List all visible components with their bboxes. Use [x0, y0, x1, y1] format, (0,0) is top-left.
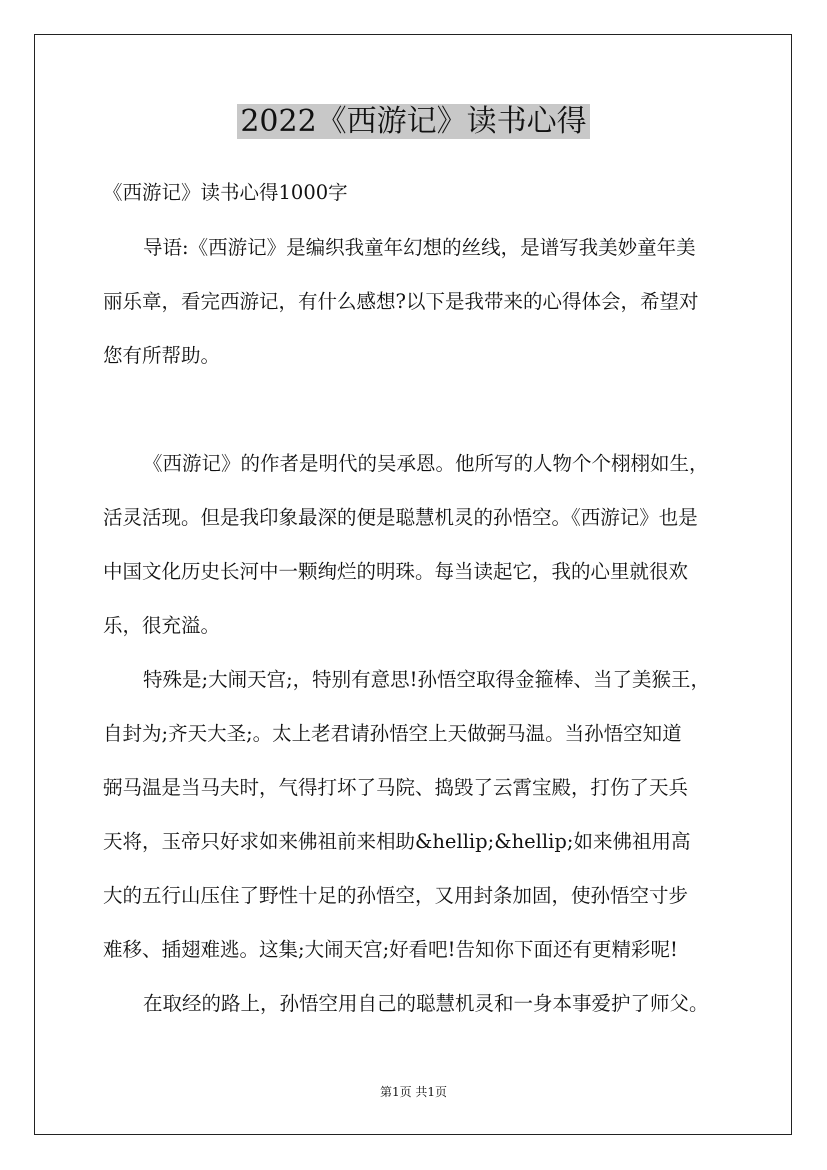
paragraph-3-line-3: 弼马温是当马夫时，气得打坏了马院、捣毁了云霄宝殿，打伤了天兵 — [103, 776, 689, 799]
document-subtitle: 《西游记》读书心得1000字 — [103, 181, 348, 204]
paragraph-1-line-1: 导语:《西游记》是编织我童年幻想的丝线，是谱写我美妙童年美 — [143, 236, 696, 259]
document-title-text: 2022《西游记》读书心得 — [237, 104, 589, 139]
document-title — [0, 98, 827, 146]
paragraph-3-line-1: 特殊是;大闹天宫;，特别有意思!孙悟空取得金箍棒、当了美猴王， — [143, 668, 710, 691]
paragraph-1-line-3: 您有所帮助。 — [103, 344, 221, 367]
paragraph-3-line-2: 自封为;齐天大圣;。太上老君请孙悟空上天做弼马温。当孙悟空知道 — [103, 722, 682, 745]
paragraph-3-line-4: 天将，玉帝只好求如来佛祖前来相助&hellip;&hellip;如来佛祖用高 — [103, 830, 691, 853]
page-number-footer: 第1页 共1页 — [379, 1085, 448, 1099]
paragraph-2-line-1: 《西游记》的作者是明代的吴承恩。他所写的人物个个栩栩如生， — [143, 452, 709, 475]
paragraph-1-line-2: 丽乐章，看完西游记，有什么感想?以下是我带来的心得体会，希望对 — [103, 290, 699, 313]
paragraph-3-line-5: 大的五行山压住了野性十足的孙悟空，又用封条加固，使孙悟空寸步 — [103, 884, 689, 907]
paragraph-3-line-6: 难移、插翅难逃。这集;大闹天宫;好看吧!告知你下面还有更精彩呢! — [103, 938, 678, 961]
paragraph-2-line-2: 活灵活现。但是我印象最深的便是聪慧机灵的孙悟空。《西游记》也是 — [103, 506, 698, 529]
paragraph-2-line-3: 中国文化历史长河中一颗绚烂的明珠。每当读起它，我的心里就很欢 — [103, 560, 689, 583]
paragraph-2-line-4: 乐，很充溢。 — [103, 614, 221, 637]
paragraph-4-line-1: 在取经的路上，孙悟空用自己的聪慧机灵和一身本事爱护了师父。 — [143, 992, 709, 1015]
